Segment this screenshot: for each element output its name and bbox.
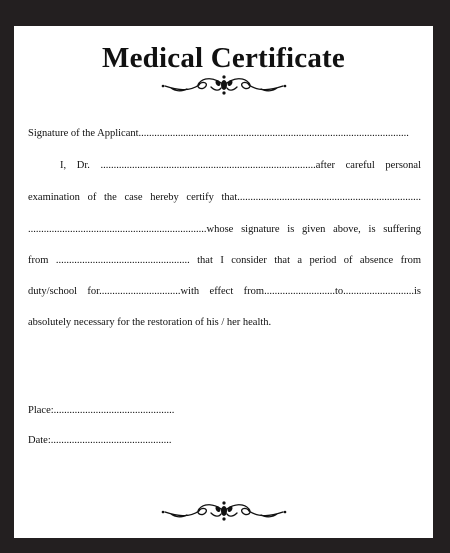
- place-field: Place:..............................................: [28, 405, 175, 416]
- flourish-ornament-icon: [159, 500, 289, 522]
- absence-line: from ................................................... that I consider that a period of absence from: [28, 255, 421, 266]
- date-field: Date:..............................................: [28, 435, 172, 446]
- examination-line: examination of the case hereby certify that......................................................................: [28, 192, 421, 203]
- certificate-title: Medical Certificate: [102, 42, 345, 74]
- suffering-line: ....................................................................whose signature is given above, is suffering: [28, 224, 421, 235]
- duty-period-line: duty/school for...............................with effect from...........................to...........................is: [28, 286, 421, 297]
- certificate-sheet: [14, 26, 433, 538]
- applicant-signature-line: Signature of the Applicant.......................................................................................................: [28, 128, 409, 139]
- doctor-name-line: I, Dr. ..................................................................................after careful personal: [60, 160, 421, 171]
- flourish-ornament-icon: [159, 74, 289, 96]
- restoration-line: absolutely necessary for the restoration of his / her health.: [28, 317, 272, 328]
